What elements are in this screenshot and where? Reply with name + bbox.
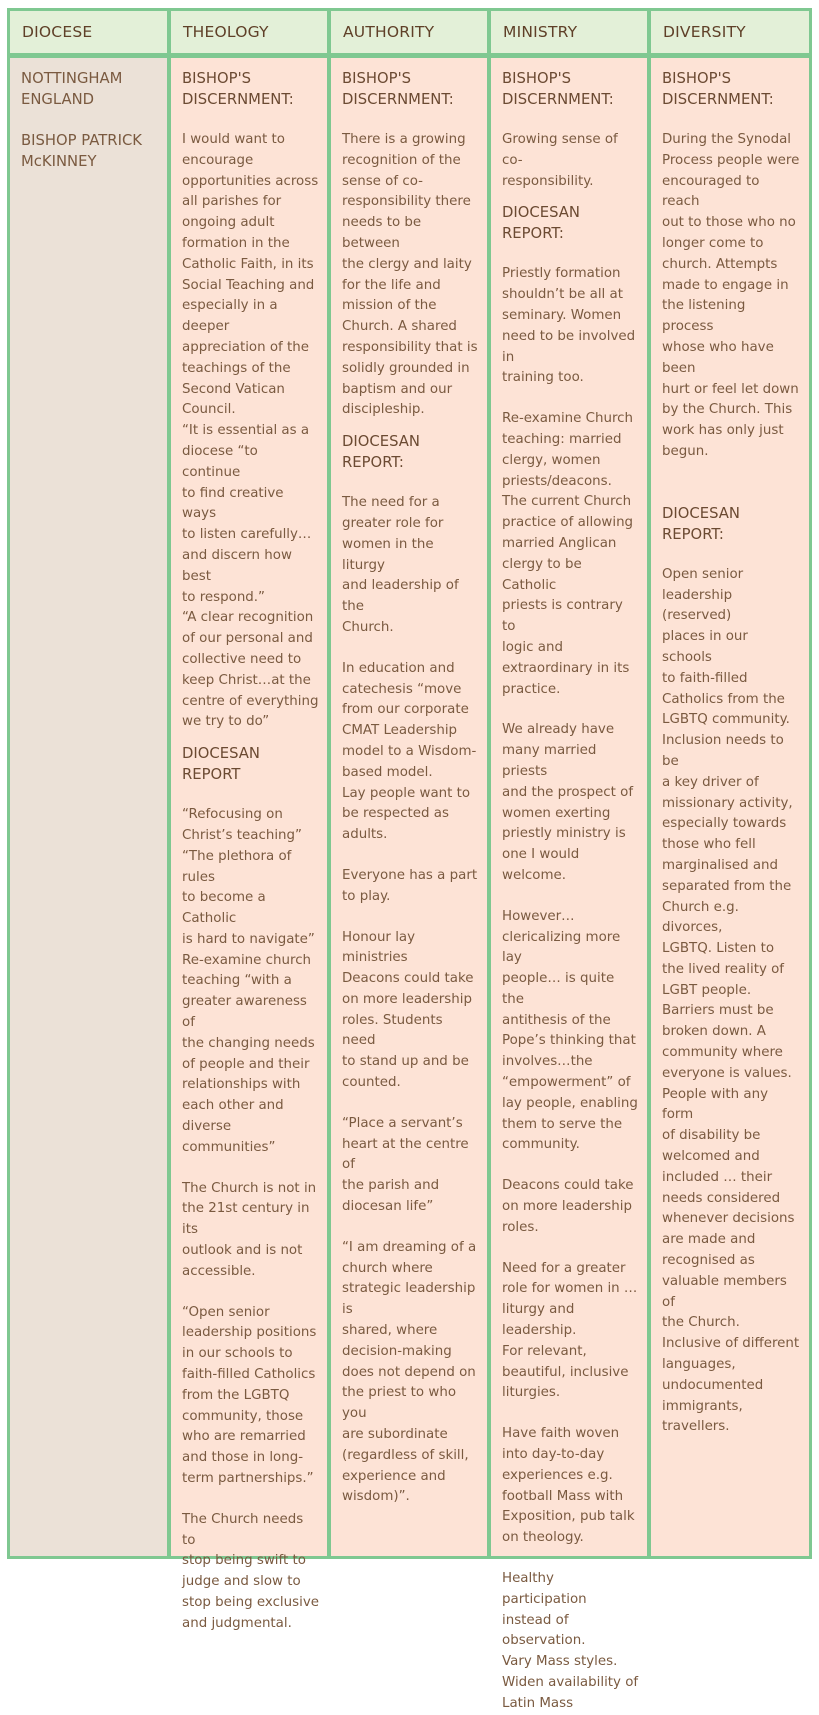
diversity-report-heading: DIOCESAN REPORT:	[662, 504, 740, 543]
header-authority: AUTHORITY	[331, 11, 487, 53]
ministry-bishop-text: Growing sense of co- responsibility.	[502, 132, 618, 189]
ministry-report-2: Re-examine Church teaching: married clergy, women priests/deacons. The current Church practice of allowing married Anglican clergy to be Catholic priests is contrary to logic and extraordinary in its practice.	[502, 411, 634, 697]
ministry-report-heading: DIOCESAN REPORT:	[502, 204, 580, 243]
ministry-report-8: Healthy participation instead of observation. Vary Mass styles. Widen availability of Latin Mass	[502, 1571, 639, 1711]
authority-report-6: “I am dreaming of a church where strategic leadership is shared, where decision-making does not depend on the priest to who you are subordinate (regardless of skill, experience and wisdom)”.	[342, 1239, 477, 1505]
authority-report-2: In education and catechesis “move from our corporate CMAT Leadership model to a Wisdom- based model. Lay people want to be respected as adults.	[342, 660, 477, 843]
column-authority	[331, 58, 487, 1556]
authority-bishop-text: There is a growing recognition of the sense of co- responsibility there needs to be between the clergy and laity for the life and mission of the Church. A shared responsibility that is solidly grounded in baptism and our discipleship.	[342, 132, 478, 418]
bishop-name: BISHOP PATRICK McKINNEY	[21, 132, 142, 170]
authority-report-5: “Place a servant’s heart at the centre of the parish and diocesan life”	[342, 1115, 469, 1215]
ministry-report-1: Priestly formation shouldn’t be all at seminary. Women need to be involved in training too.	[502, 266, 636, 386]
ministry-report-6: Need for a greater role for women in … liturgy and leadership. For relevant, beautiful, inclusive liturgies.	[502, 1260, 638, 1401]
header-ministry: MINISTRY	[491, 11, 647, 53]
column-diversity	[651, 58, 809, 1556]
theology-bishop-heading: BISHOP'S DISCERNMENT:	[182, 70, 294, 108]
authority-report-heading: DIOCESAN REPORT:	[342, 433, 420, 472]
ministry-report-4: However… clericalizing more lay people… is quite the antithesis of the Pope’s thinking that involves…the “empowerment” of lay people, enabling them to serve the community.	[502, 908, 638, 1153]
theology-bishop-text: I would want to encourage opportunities across all parishes for ongoing adult formation in the Catholic Faith, in its Social Teaching and especially in a deeper appreciation of the teachings of the Second Vatican Council. “It is essential as a diocese “to continue to find creative ways to listen carefully… and discern how best to respond.” “A clear recognition of our personal and collective need to keep Christ…at the centre of everything we try to do”	[182, 132, 319, 730]
diversity-report-1: Open senior leadership (reserved) places in our schools to faith-filled Catholics from the LGBTQ community. Inclusion needs to be a key driver of missionary activity, especially towards those who fell marginalised and separated from the Church e.g. divorces, LGBTQ. Listen to the lived reality of LGBT people. Barriers must be broken down. A community where everyone is values. People with any form of disability be welcomed and included … their needs considered whenever decisions are made and recognised as valuable members of the Church. Inclusive of different languages, undocumented immigrants, travellers.	[662, 566, 800, 1435]
ministry-report-5: Deacons could take on more leadership roles.	[502, 1178, 634, 1235]
ministry-report-7: Have faith woven into day-to-day experiences e.g. football Mass with Exposition, pub talk on theology.	[502, 1426, 635, 1546]
theology-report-3: “Open senior leadership positions in our schools to faith-filled Catholics from the LGBTQ community, those who are remarried and those in long- term partnerships.”	[182, 1304, 317, 1487]
authority-bishop-heading: BISHOP'S DISCERNMENT:	[342, 70, 454, 108]
authority-report-1: The need for a greater role for women in the liturgy and leadership of the Church.	[342, 495, 459, 635]
header-diocese: DIOCESE	[10, 11, 167, 53]
diversity-bishop-text: During the Synodal Process people were encouraged to reach out to those who no longer come to church. Attempts made to engage in the listening process whose who have been hurt or feel let down by the Church. This work has only just begun.	[662, 132, 800, 459]
header-theology: THEOLOGY	[171, 11, 327, 53]
ministry-report-3: We already have many married priests and the prospect of women exerting priestly ministry is one I would welcome.	[502, 722, 634, 883]
table	[7, 8, 812, 1711]
theology-report-1: “Refocusing on Christ’s teaching” “The plethora of rules to become a Catholic is hard to navigate” Re-examine church teaching “with a greater awareness of the changing needs of people and their relationships with each other and diverse communities”	[182, 807, 315, 1155]
authority-report-4: Honour lay ministries Deacons could take on more leadership roles. Students need to stand up and be counted.	[342, 929, 474, 1091]
column-theology	[171, 58, 327, 1631]
column-diocese	[10, 58, 167, 1556]
ministry-bishop-heading: BISHOP'S DISCERNMENT:	[502, 70, 614, 108]
authority-report-3: Everyone has a part to play.	[342, 867, 478, 904]
header-diversity: DIVERSITY	[651, 11, 809, 53]
diocese-place: NOTTINGHAM ENGLAND	[21, 70, 123, 108]
theology-report-heading: DIOCESAN REPORT	[182, 745, 260, 784]
theology-report-2: The Church is not in the 21st century in its outlook and is not accessible.	[182, 1180, 317, 1279]
diversity-bishop-heading: BISHOP'S DISCERNMENT:	[662, 70, 774, 108]
theology-report-4: The Church needs to stop being swift to judge and slow to stop being exclusive and judgmental.	[182, 1511, 319, 1631]
column-ministry	[491, 58, 647, 1711]
